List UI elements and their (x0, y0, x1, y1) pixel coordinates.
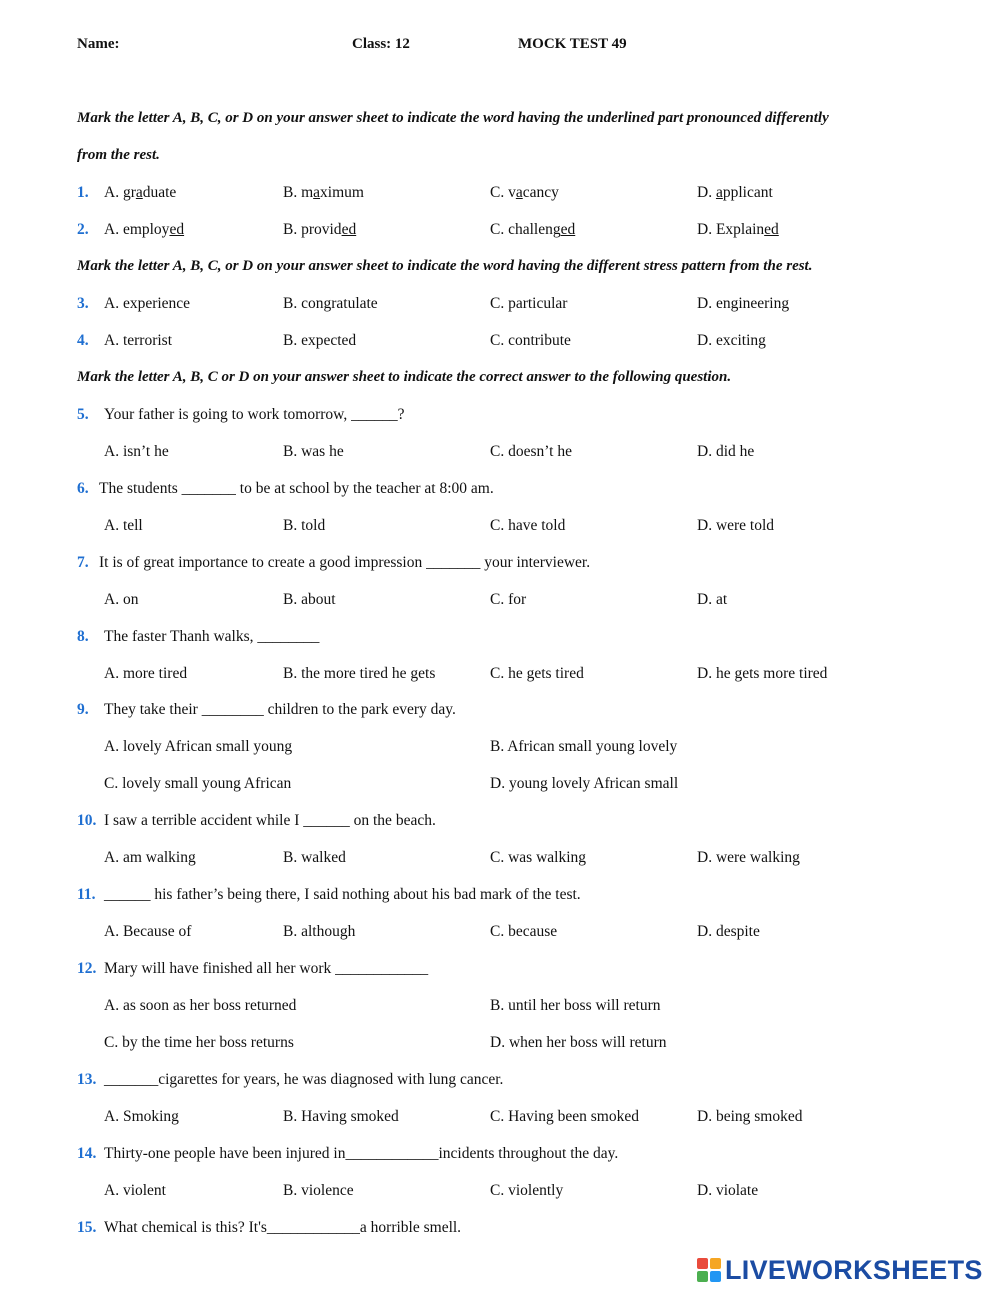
underlined-part: ed (560, 221, 576, 238)
option-a[interactable]: A. more tired (104, 665, 188, 682)
question-number: 11. (77, 886, 96, 903)
option-b[interactable]: B. maximum (283, 184, 364, 201)
option-c[interactable]: C. he gets tired (490, 665, 584, 682)
question-number: 15. (77, 1219, 97, 1236)
underlined-part: a (135, 184, 143, 201)
question-number: 14. (77, 1145, 97, 1162)
question-text: Your father is going to work tomorrow, ______? (104, 406, 405, 423)
option-d[interactable]: D. engineering (697, 295, 790, 312)
option-c[interactable]: C. challenged (490, 221, 576, 238)
question-number: 2. (77, 221, 89, 238)
option-b[interactable]: B. congratulate (283, 295, 378, 312)
question-number: 6. (77, 480, 89, 497)
option-a[interactable]: A. Smoking (104, 1108, 179, 1125)
option-a[interactable]: A. graduate (104, 184, 177, 201)
option-b[interactable]: B. violence (283, 1182, 354, 1199)
option-d[interactable]: D. applicant (697, 184, 773, 201)
underlined-part: a (313, 184, 321, 201)
option-d[interactable]: D. at (697, 591, 728, 608)
option-b[interactable]: B. was he (283, 443, 344, 460)
option-d[interactable]: D. did he (697, 443, 755, 460)
option-a[interactable]: A. on (104, 591, 139, 608)
option-a[interactable]: A. employed (104, 221, 185, 238)
underlined-part: ed (341, 221, 357, 238)
option-a[interactable]: A. Because of (104, 923, 192, 940)
question-text: It is of great importance to create a good impression _______ your interviewer. (99, 554, 591, 571)
question-number: 5. (77, 406, 89, 423)
question-text: They take their ________ children to the park every day. (104, 701, 456, 718)
liveworksheets-logo (697, 1254, 983, 1286)
instruction-pronunciation-line2: from the rest. (77, 147, 160, 163)
option-b[interactable]: B. Having smoked (283, 1108, 399, 1125)
option-d[interactable]: D. were told (697, 517, 775, 534)
option-c[interactable]: C. violently (490, 1182, 564, 1199)
option-d[interactable]: D. violate (697, 1182, 759, 1199)
option-c[interactable]: C. Having been smoked (490, 1108, 639, 1125)
option-a[interactable]: A. tell (104, 517, 143, 534)
option-c[interactable]: C. lovely small young African (104, 775, 292, 792)
question-number: 3. (77, 295, 89, 312)
instruction-stress: Mark the letter A, B, C, or D on your answer sheet to indicate the word having the different stress pattern from the rest. (77, 258, 813, 274)
instruction-correct-answer: Mark the letter A, B, C or D on your answer sheet to indicate the correct answer to the following question. (77, 369, 732, 385)
question-number: 9. (77, 701, 89, 718)
option-a[interactable]: A. terrorist (104, 332, 173, 349)
question-number: 13. (77, 1071, 97, 1088)
question-number: 1. (77, 184, 89, 201)
option-b[interactable]: B. walked (283, 849, 346, 866)
option-c[interactable]: C. have told (490, 517, 566, 534)
underlined-part: ed (169, 221, 185, 238)
option-d[interactable]: D. were walking (697, 849, 800, 866)
underlined-part: a (715, 184, 723, 201)
option-b[interactable]: B. although (283, 923, 356, 940)
logo-text: LIVEWORKSHEETS (725, 1254, 983, 1285)
option-a[interactable]: A. experience (104, 295, 191, 312)
underlined-part: ed (764, 221, 779, 238)
option-d[interactable]: D. young lovely African small (490, 775, 679, 792)
option-a[interactable]: A. as soon as her boss returned (104, 997, 297, 1014)
option-d[interactable]: D. despite (697, 923, 760, 940)
question-text: I saw a terrible accident while I ______ on the beach. (104, 812, 436, 829)
option-a[interactable]: A. am walking (104, 849, 196, 866)
logo-cubes-icon (697, 1258, 721, 1282)
question-number: 10. (77, 812, 97, 829)
underlined-part: a (515, 184, 523, 201)
question-text: Thirty-one people have been injured in____________incidents throughout the day. (104, 1145, 619, 1162)
option-c[interactable]: C. for (490, 591, 527, 608)
question-number: 12. (77, 960, 97, 977)
option-c[interactable]: C. vacancy (490, 184, 559, 201)
option-d[interactable]: D. he gets more tired (697, 665, 828, 682)
option-c[interactable]: C. contribute (490, 332, 571, 349)
option-d[interactable]: D. Explained (697, 221, 779, 238)
test-title: MOCK TEST 49 (518, 36, 627, 52)
option-b[interactable]: B. African small young lovely (490, 738, 678, 755)
option-c[interactable]: C. by the time her boss returns (104, 1034, 294, 1051)
option-c[interactable]: C. doesn’t he (490, 443, 572, 460)
question-text: Mary will have finished all her work ____________ (104, 960, 429, 977)
name-label: Name: (77, 36, 120, 52)
class-label: Class: 12 (352, 36, 410, 52)
option-b[interactable]: B. told (283, 517, 326, 534)
question-text: The students _______ to be at school by the teacher at 8:00 am. (99, 480, 494, 497)
option-b[interactable]: B. the more tired he gets (283, 665, 436, 682)
question-text: The faster Thanh walks, ________ (104, 628, 320, 645)
option-b[interactable]: B. provided (283, 221, 357, 238)
question-number: 8. (77, 628, 89, 645)
question-number: 7. (77, 554, 89, 571)
option-b[interactable]: B. about (283, 591, 336, 608)
option-c[interactable]: C. because (490, 923, 558, 940)
option-d[interactable]: D. exciting (697, 332, 766, 349)
question-text: ______ his father’s being there, I said nothing about his bad mark of the test. (104, 886, 581, 903)
instruction-pronunciation-line1: Mark the letter A, B, C, or D on your answer sheet to indicate the word having the underlined part pronounced differently (77, 110, 829, 126)
option-a[interactable]: A. isn’t he (104, 443, 169, 460)
option-a[interactable]: A. violent (104, 1182, 166, 1199)
option-d[interactable]: D. being smoked (697, 1108, 803, 1125)
option-a[interactable]: A. lovely African small young (104, 738, 293, 755)
option-b[interactable]: B. expected (283, 332, 357, 349)
option-b[interactable]: B. until her boss will return (490, 997, 661, 1014)
question-text: What chemical is this? It's____________a horrible smell. (104, 1219, 462, 1236)
question-text: _______cigarettes for years, he was diagnosed with lung cancer. (104, 1071, 504, 1088)
option-c[interactable]: C. particular (490, 295, 568, 312)
option-c[interactable]: C. was walking (490, 849, 587, 866)
question-number: 4. (77, 332, 89, 349)
option-d[interactable]: D. when her boss will return (490, 1034, 667, 1051)
